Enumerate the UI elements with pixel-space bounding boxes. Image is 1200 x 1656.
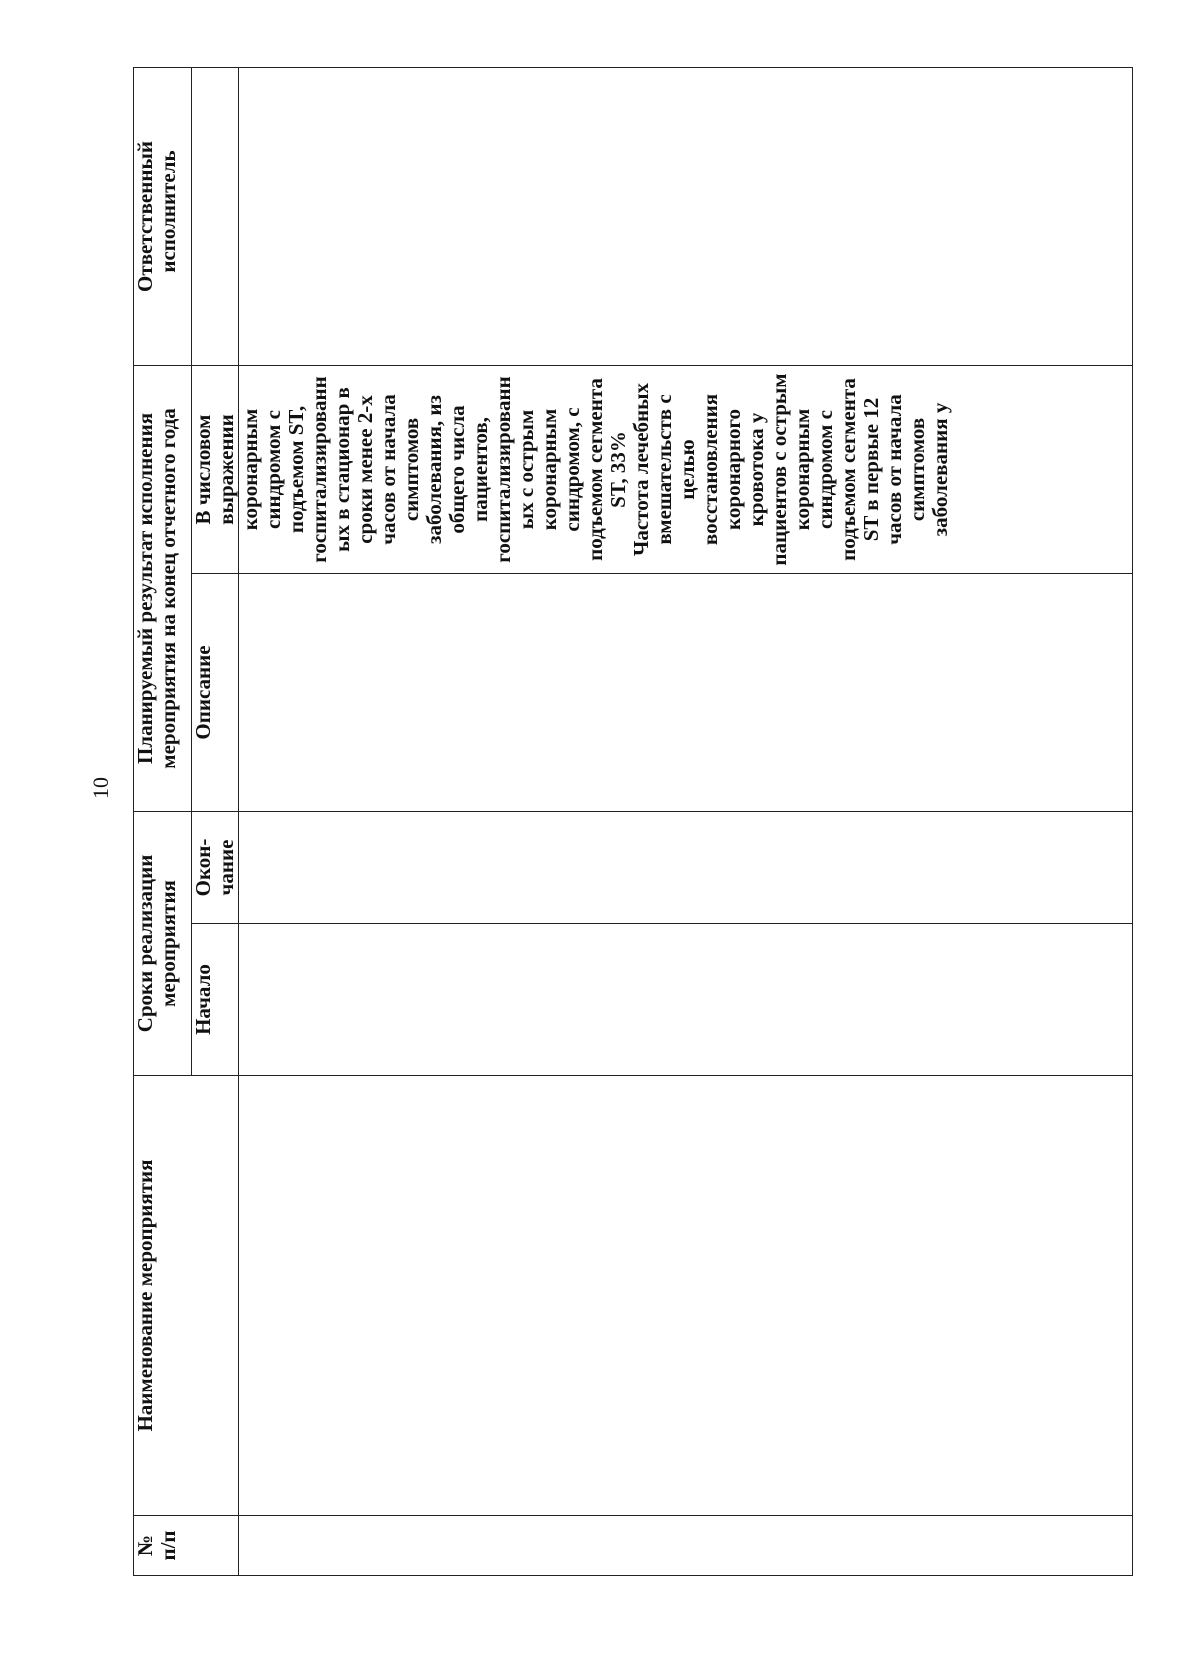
header-numeric: В числовом выражении xyxy=(192,365,239,573)
cell-start xyxy=(239,924,1133,1076)
value-line: Частота лечебных xyxy=(629,382,653,557)
value-line: госпитализированн xyxy=(491,376,515,563)
value-line: сроки менее 2-х xyxy=(353,395,377,544)
value-line: подъемом ST, xyxy=(284,405,308,534)
value-line: кровотока у xyxy=(744,412,768,527)
value-line: симптомов xyxy=(905,417,929,522)
value-line: синдромом с xyxy=(261,410,285,529)
header-name: Наименование мероприятия xyxy=(134,1076,239,1516)
value-line: пациентов с острым xyxy=(767,373,791,566)
cell-num xyxy=(239,1516,1133,1576)
value-line: восстановления xyxy=(698,393,722,546)
cell-description xyxy=(239,573,1133,811)
value-line: целью xyxy=(675,439,699,500)
header-end: Окон- чание xyxy=(192,811,239,923)
value-line: коронарным xyxy=(238,408,262,531)
value-line: синдромом, с xyxy=(560,407,584,532)
value-line: пациентов, xyxy=(468,417,492,522)
value-line: подъемом сегмента xyxy=(836,378,860,561)
header-start: Начало xyxy=(192,924,239,1076)
value-line: заболевания у xyxy=(928,402,952,537)
header-description: Описание xyxy=(192,573,239,811)
header-result: Планируемый результат исполнения мероприятия на конец отчетного года xyxy=(134,365,192,811)
cell-numeric-value xyxy=(239,365,1133,573)
value-line: часов от начала xyxy=(376,394,400,545)
value-line: госпитализированн xyxy=(307,376,331,563)
value-line: синдромом с xyxy=(813,410,837,529)
value-line: коронарным xyxy=(537,408,561,531)
value-line: часов от начала xyxy=(882,394,906,545)
value-line: коронарного xyxy=(721,409,745,530)
measures-table xyxy=(133,67,1133,1576)
cell-responsible xyxy=(239,67,1133,365)
value-line: ST, 33% xyxy=(606,431,630,508)
header-terms: Сроки реализации мероприятия xyxy=(134,811,192,1075)
value-line: симптомов xyxy=(399,417,423,522)
cell-end xyxy=(239,811,1133,923)
value-line: вмешательств с xyxy=(652,394,676,545)
page-number: 10 xyxy=(88,777,113,799)
value-line: подъемом сегмента xyxy=(583,378,607,561)
header-num: № п/п xyxy=(134,1516,239,1576)
value-line: коронарным xyxy=(790,408,814,531)
header-responsible-sub xyxy=(192,67,239,365)
value-line: заболевания, из xyxy=(422,395,446,544)
header-responsible: Ответственный исполнитель xyxy=(134,67,192,365)
value-line: общего числа xyxy=(445,405,469,534)
value-line: ST в первые 12 xyxy=(859,397,883,542)
value-line: ых с острым xyxy=(514,409,538,530)
value-line: ых в стационар в xyxy=(330,387,354,552)
header-row-1 xyxy=(134,67,192,1575)
table-row xyxy=(239,67,1133,1575)
cell-name xyxy=(239,1076,1133,1516)
